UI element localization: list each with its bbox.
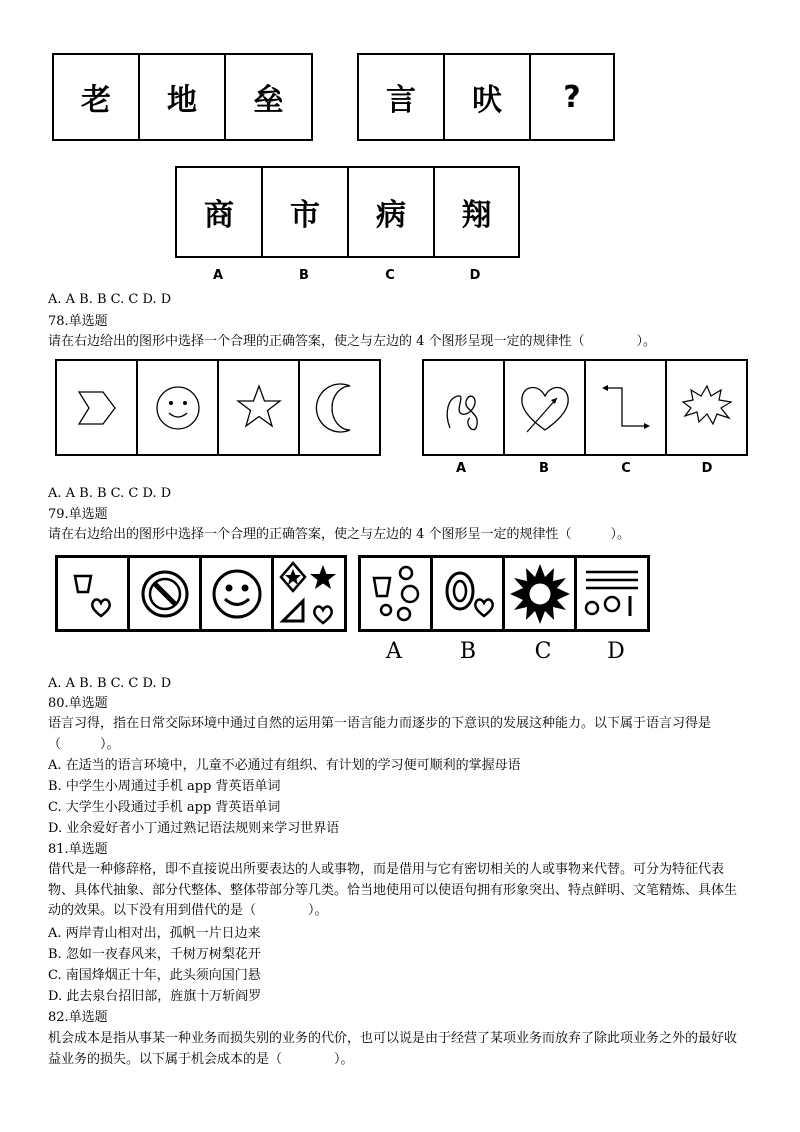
q77-option-char: 市	[290, 198, 320, 233]
q77-left-char: 老	[81, 83, 111, 118]
q77-option-char: 病	[376, 198, 406, 233]
q80-stem: 语言习得，指在日常交际环境中通过自然的运用第一语言能力而逐步的下意识的发展这种能力。以下属于语言习得是（ ）。	[48, 716, 712, 752]
scribble-icon	[434, 378, 494, 438]
q77-left-char: 垒	[253, 83, 284, 118]
q77-right-char: 吠	[472, 83, 502, 118]
q79-option-label-a: A	[386, 639, 402, 664]
smiley-icon	[148, 378, 208, 438]
q81-option-a[interactable]: A. 两岸青山相对出，孤帆一片日边来	[48, 926, 261, 941]
q77-option-label-c: C	[385, 268, 395, 283]
q78-heading: 78.单选题	[48, 314, 108, 329]
q79-answer-options[interactable]: A. A B. B C. C D. D	[48, 676, 172, 691]
q78-option-cell-d[interactable]	[667, 361, 746, 454]
heart-arrow-icon	[513, 376, 577, 440]
q81-stem: 借代是一种修辞格，即不直接说出所要表达的人或事物，而是借用与它有密切相关的人或事物来代替。可分为特征代表物、具体代抽象、部分代整体、整体带部分等几类。恰当地使用可以使语句拥有形象突出、特点鲜明、文笔精炼、具体生动的效果。以下没有用到借代的是（ ）。	[48, 862, 738, 918]
q79-option-cell-a[interactable]	[361, 558, 433, 629]
q78-left-cell-4	[300, 361, 379, 454]
q77-right-cell-3	[531, 55, 613, 139]
q82-stem: 机会成本是指从事某一种业务而损失别的业务的代价，也可以说是由于经营了某项业务而放弃了除此项业务之外的最好收益业务的损失。以下属于机会成本的是（ ）。	[48, 1031, 738, 1067]
q79-option-figure-row	[358, 555, 650, 632]
q78-option-cell-a[interactable]	[424, 361, 505, 454]
q77-option-cell-c[interactable]	[349, 168, 435, 256]
q77-option-cell-b[interactable]	[263, 168, 349, 256]
q79-heading: 79.单选题	[48, 507, 108, 522]
q77-right-cell-2	[445, 55, 531, 139]
q79-option-cell-c[interactable]	[505, 558, 577, 629]
q78-answer-options[interactable]: A. A B. B C. C D. D	[48, 486, 172, 501]
q77-option-char: 商	[204, 198, 234, 233]
q79-left-cell-2	[130, 558, 202, 629]
q77-answer-options[interactable]: A. A B. B C. C D. D	[48, 292, 172, 307]
q77-right-char: 言	[386, 83, 416, 118]
star-icon	[229, 378, 289, 438]
q77-left-cell-3	[226, 55, 311, 139]
q77-left-figure-row	[52, 53, 313, 141]
smiley-icon	[207, 564, 267, 624]
q82-heading: 82.单选题	[48, 1010, 108, 1025]
q78-option-figure-row	[422, 359, 748, 456]
q79-option-label-b: B	[459, 639, 477, 664]
q80-option-c[interactable]: C. 大学生小段通过手机 app 背英语单词	[48, 800, 281, 815]
q78-option-cell-c[interactable]	[586, 361, 667, 454]
q81-option-c[interactable]: C. 南国烽烟正十年，此头须向国门悬	[48, 968, 261, 983]
sun-icon	[507, 561, 573, 627]
zigzag-arrow-icon	[596, 378, 656, 438]
arrow-hexagon-icon	[67, 378, 127, 438]
lines-circles-icon	[580, 564, 644, 624]
q79-left-figure-row	[55, 555, 347, 632]
q81-option-d[interactable]: D. 此去泉台招旧部，旌旗十万斩阎罗	[48, 989, 262, 1004]
q77-option-label-a: A	[212, 268, 224, 283]
q79-left-cell-4	[274, 558, 344, 629]
q77-right-figure-row	[357, 53, 615, 141]
q79-option-cell-b[interactable]	[433, 558, 505, 629]
q77-option-figure-row	[175, 166, 520, 258]
no-sign-icon	[135, 564, 195, 624]
q81-option-b[interactable]: B. 忽如一夜春风来，千树万树梨花开	[48, 947, 261, 962]
q78-prompt: 请在右边给出的图形中选择一个合理的正确答案，使之与左边的 4 个图形呈现一定的规律性（ ）。	[48, 334, 657, 349]
ovals-heart-icon	[438, 564, 498, 624]
q80-heading: 80.单选题	[48, 696, 108, 711]
q77-left-cell-1	[54, 55, 140, 139]
q78-option-label-b: B	[539, 461, 549, 476]
q77-option-cell-a[interactable]	[177, 168, 263, 256]
q79-left-cell-3	[202, 558, 274, 629]
star-shapes-icon	[277, 561, 341, 627]
q79-prompt: 请在右边给出的图形中选择一个合理的正确答案，使之与左边的 4 个图形呈一定的规律性（ ）。	[48, 527, 631, 542]
q77-option-label-b: B	[299, 268, 309, 283]
q78-left-cell-2	[138, 361, 219, 454]
q79-option-label-d: D	[607, 639, 625, 664]
q79-option-cell-d[interactable]	[577, 558, 647, 629]
burst-icon	[677, 378, 737, 438]
crescent-icon	[310, 378, 370, 438]
q77-left-cell-2	[140, 55, 226, 139]
q77-question-mark: ?	[563, 79, 581, 115]
q80-option-b[interactable]: B. 中学生小周通过手机 app 背英语单词	[48, 779, 281, 794]
q78-option-label-d: D	[701, 461, 713, 476]
q78-option-label-c: C	[621, 461, 631, 476]
q78-option-cell-b[interactable]	[505, 361, 586, 454]
q80-option-a[interactable]: A. 在适当的语言环境中，儿童不必通过有组织、有计划的学习便可顺利的掌握母语	[48, 758, 521, 773]
cup-circles-icon	[366, 564, 426, 624]
q77-right-cell-1	[359, 55, 445, 139]
q78-left-cell-1	[57, 361, 138, 454]
q78-option-label-a: A	[455, 461, 467, 476]
q81-heading: 81.单选题	[48, 842, 108, 857]
q78-left-cell-3	[219, 361, 300, 454]
q80-option-d[interactable]: D. 业余爱好者小丁通过熟记语法规则来学习世界语	[48, 821, 340, 836]
q77-left-char: 地	[167, 83, 197, 118]
q77-option-label-d: D	[469, 268, 481, 283]
q77-option-char: 翔	[461, 198, 492, 233]
q77-option-cell-d[interactable]	[435, 168, 518, 256]
q78-left-figure-row	[55, 359, 381, 456]
q79-option-label-c: C	[534, 639, 552, 664]
q79-left-cell-1	[58, 558, 130, 629]
cup-heart-icon	[63, 564, 123, 624]
